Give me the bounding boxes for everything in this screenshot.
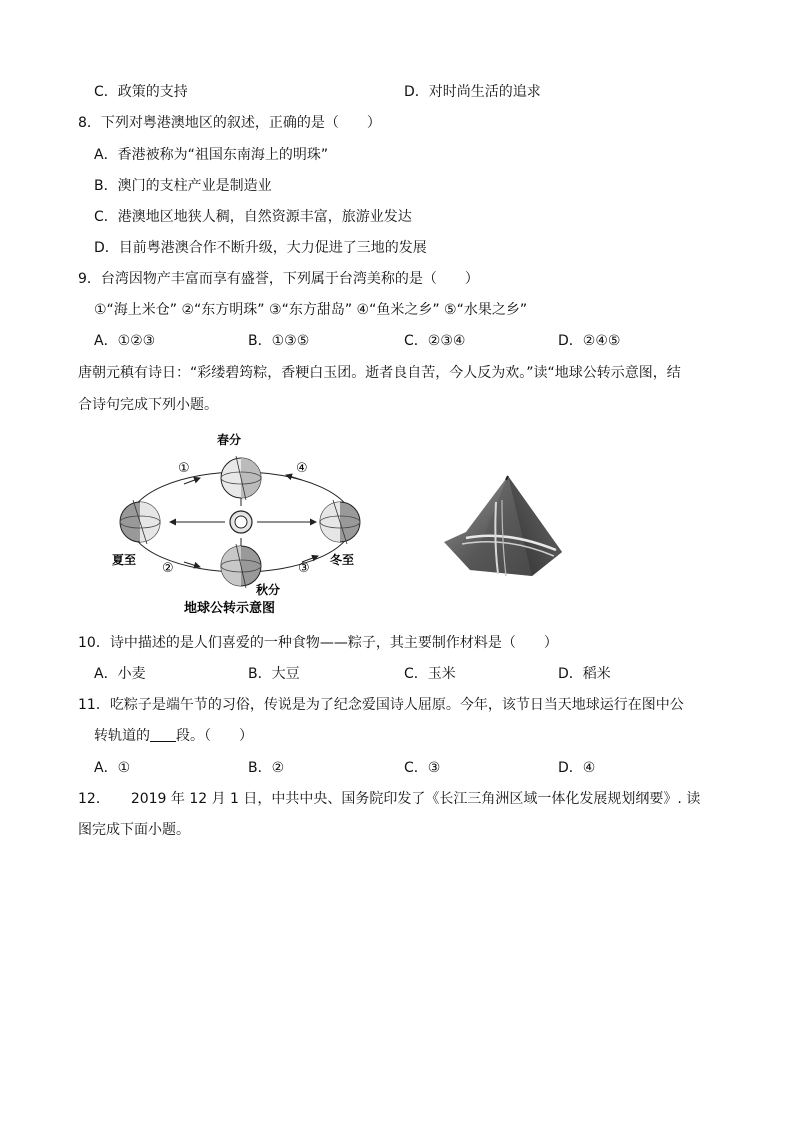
- q10-option-a: A．小麦: [94, 666, 146, 682]
- q8-option-a: A．香港被称为“祖国东南海上的明珠”: [94, 147, 329, 163]
- earth-winter: [320, 500, 360, 544]
- diagram-caption: 地球公转示意图: [184, 601, 276, 616]
- q9-items: ①“海上米仓” ②“东方明珠” ③“东方甜岛” ④“鱼米之乡” ⑤“水果之乡”: [94, 302, 528, 318]
- q11-stem-part-b: 段。（ ）: [176, 728, 253, 744]
- q9-option-c: C．②③④: [404, 333, 466, 349]
- q12-line-2: 图完成下面小题。: [78, 822, 190, 838]
- passage-line-2: 合诗句完成下列小题。: [78, 397, 218, 413]
- q9-option-a: A．①②③: [94, 333, 156, 349]
- label-summer: 夏至: [112, 553, 137, 567]
- q8-stem: 8．下列对粤港澳地区的叙述，正确的是（ ）: [78, 115, 381, 131]
- q11-stem-line-2: [94, 726, 253, 746]
- q10-option-c: C．玉米: [404, 666, 456, 682]
- q11-answer-blank: [150, 727, 176, 742]
- q11-stem-line-1: 11．吃粽子是端午节的习俗，传说是为了纪念爱国诗人屈原。今年，该节日当天地球运行在图中公: [78, 697, 684, 713]
- label-winter: 冬至: [330, 553, 355, 567]
- q8-option-c: C．港澳地区地狭人稠，自然资源丰富，旅游业发达: [94, 209, 412, 225]
- q7-option-d: D．对时尚生活的追求: [404, 84, 541, 100]
- q9-option-b: B．①③⑤: [248, 333, 310, 349]
- segment-4: ④: [296, 461, 308, 476]
- segment-1: ①: [178, 461, 190, 476]
- zongzi-image: [436, 472, 570, 582]
- q10-option-b: B．大豆: [248, 666, 300, 682]
- segment-3: ③: [298, 561, 310, 576]
- earth-summer: [120, 500, 160, 544]
- orbit-arrow-1: [184, 478, 200, 484]
- earth-revolution-diagram: [112, 426, 374, 618]
- label-spring: 春分: [217, 433, 242, 447]
- q11-option-d: D．④: [558, 760, 596, 776]
- q7-option-c: C．政策的支持: [94, 84, 188, 100]
- q10-option-d: D．稻米: [558, 666, 611, 682]
- earth-spring: [221, 456, 261, 500]
- q12-line-1: 12． 2019 年 12 月 1 日，中共中央、国务院印发了《长江三角洲区域一体化发展规划纲要》. 读: [78, 791, 701, 807]
- q10-stem: 10．诗中描述的是人们喜爱的一种食物——粽子，其主要制作材料是（ ）: [78, 635, 558, 651]
- q8-option-d: D．目前粤港澳合作不断升级，大力促进了三地的发展: [94, 240, 427, 256]
- earth-autumn: [221, 544, 261, 588]
- q8-option-b: B．澳门的支柱产业是制造业: [94, 178, 272, 194]
- segment-2: ②: [162, 561, 174, 576]
- q9-option-d: D．②④⑤: [558, 333, 621, 349]
- q11-option-b: B．②: [248, 760, 285, 776]
- passage-line-1: 唐朝元稹有诗日：“彩缕碧筠粽，香粳白玉团。逝者良自苦，今人反为欢。”读“地球公转示意图，结: [78, 365, 681, 381]
- q11-option-c: C．③: [404, 760, 441, 776]
- label-autumn: 秋分: [256, 583, 281, 597]
- q9-stem: 9．台湾因物产丰富而享有盛誉，下列属于台湾美称的是（ ）: [78, 271, 479, 287]
- q11-stem-part-a: 转轨道的: [94, 728, 150, 744]
- q11-option-a: A．①: [94, 760, 131, 776]
